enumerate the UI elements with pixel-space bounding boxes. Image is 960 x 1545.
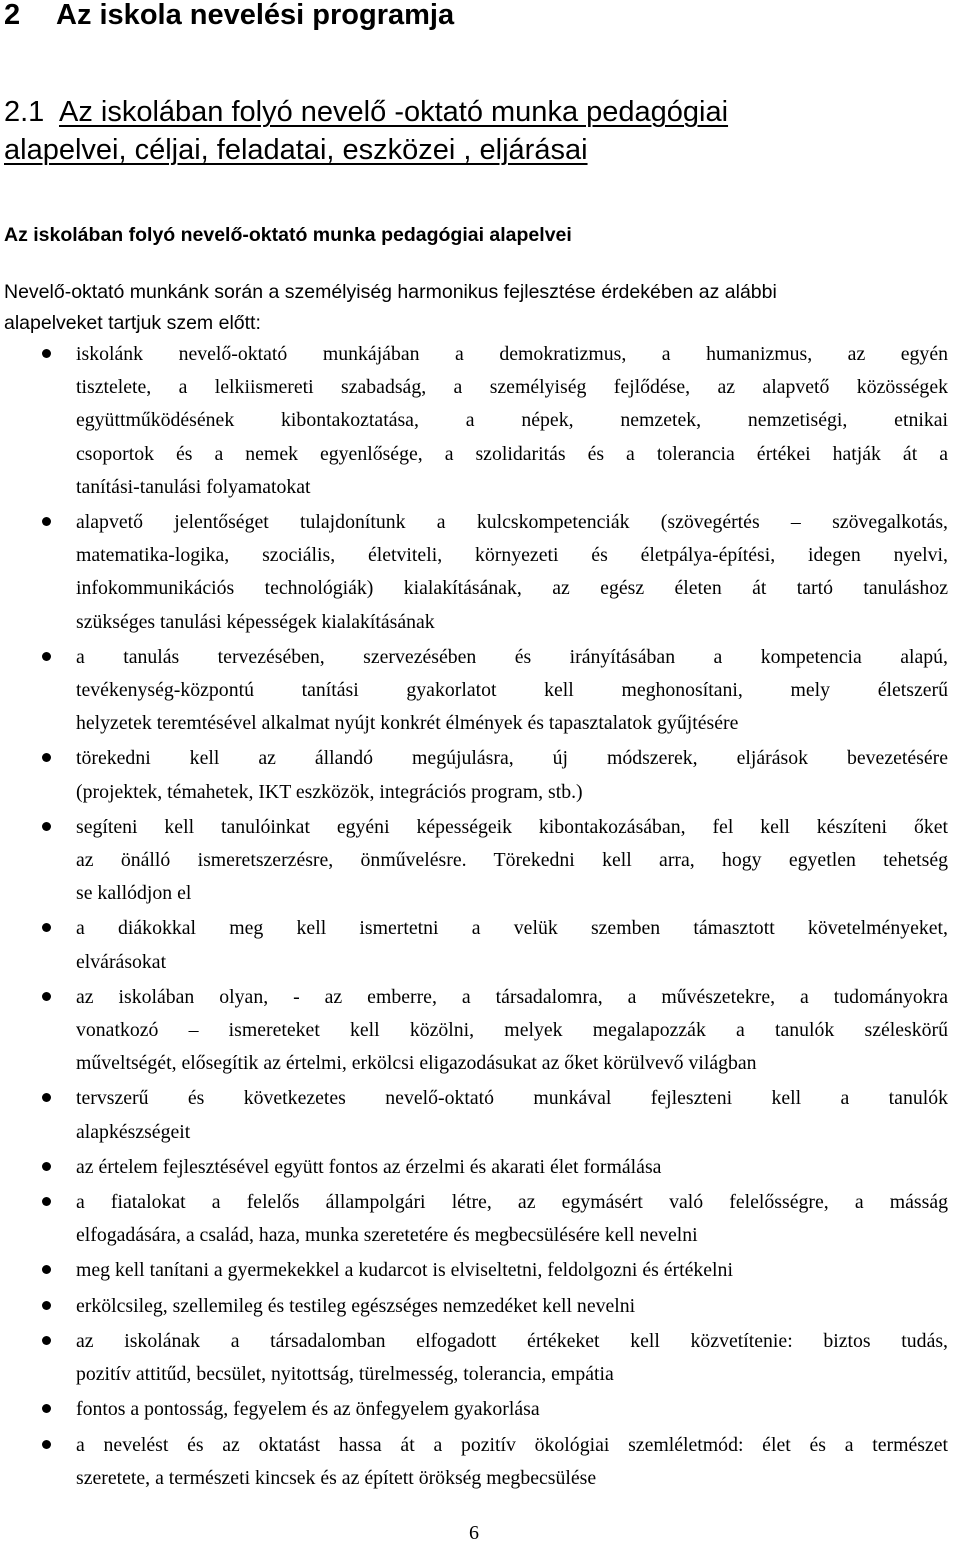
list-item (0, 912, 960, 978)
list-item-line: segíteni kell tanulóinkat egyéni képességeik kibontakozásában, fel kell készíteni őket (76, 815, 948, 838)
list-item-line: tanítási-tanulási folyamatokat (76, 475, 311, 498)
list-item-line: törekedni kell az állandó megújulásra, új módszerek, eljárások bevezetésére (76, 747, 948, 770)
section-heading-line-2 (4, 131, 944, 169)
list-item (0, 1325, 960, 1391)
list-item (0, 1082, 960, 1148)
intro-paragraph (4, 277, 944, 338)
list-item-line: fontos a pontosság, fegyelem és az önfegyelem gyakorlása (76, 1398, 540, 1421)
list-item-line: az önálló ismeretszerzésre, önművelésre. Törekedni kell arra, hogy egyetlen tehetség (76, 849, 948, 872)
list-item (0, 506, 960, 639)
list-item-line: az iskolának a társadalomban elfogadott értékeket kell közvetítenie: biztos tudás, (76, 1329, 948, 1352)
list-item-line: (projektek, témahetek, IKT eszközök, integrációs program, stb.) (76, 780, 583, 803)
bullet-icon (42, 992, 51, 1001)
list-item-line: elfogadására, a család, haza, munka szeretetére és megbecsülésére kell nevelni (76, 1224, 698, 1247)
list-item-line: vonatkozó – ismereteket kell közölni, melyek megalapozzák a tanulók széleskörű (76, 1019, 948, 1042)
bullet-icon (42, 349, 51, 358)
bullet-icon (42, 1404, 51, 1413)
list-item-line: szükséges tanulási képességek kialakításának (76, 610, 435, 633)
principles-list (0, 338, 960, 1497)
list-item (0, 1254, 960, 1287)
page-number: 6 (469, 1522, 479, 1544)
list-item-line: együttműködésének kibontakoztatása, a népek, nemzetek, nemzetiségi, etnikai (76, 409, 948, 432)
list-item-line: meg kell tanítani a gyermekekkel a kudarcot is elviseltetni, feldolgozni és értékelni (76, 1259, 733, 1282)
list-item (0, 981, 960, 1081)
list-item-line: tisztelete, a lelkiismereti szabadság, a személyiség fejlődése, az alapvető közösségek (76, 376, 948, 399)
list-item-line: tervszerű és következetes nevelő-oktató munkával fejleszteni kell a tanulók (76, 1087, 948, 1110)
list-item-line: a nevelést és az oktatást hassa át a pozitív ökológiai szemléletmód: élet és a természet (76, 1433, 948, 1456)
bullet-icon (42, 1197, 51, 1206)
list-item-line: se kallódjon el (76, 882, 192, 905)
bullet-icon (42, 1265, 51, 1274)
list-item-line: tevékenység-központú tanítási gyakorlatot kell meghonosítani, mely életszerű (76, 679, 948, 702)
list-item (0, 641, 960, 741)
bullet-icon (42, 1336, 51, 1345)
section-heading (4, 93, 944, 169)
list-item-line: szeretete, a természeti kincsek és az épített örökség megbecsülése (76, 1466, 597, 1489)
section-title-line-2: alapelvei, céljai, feladatai, eszközei , eljárásai (4, 134, 588, 166)
list-item (0, 1151, 960, 1184)
intro-line: Nevelő-oktató munkánk során a személyiség harmonikus fejlesztése érdekében az alábbi (4, 281, 777, 303)
bullet-icon (42, 923, 51, 932)
list-item-line: iskolánk nevelő-oktató munkájában a demokratizmus, a humanizmus, az egyén (76, 343, 948, 365)
list-item-line: a fiatalokat a felelős állampolgári létre, az egymásért való felelősségre, a másság (76, 1191, 948, 1214)
list-item-line: csoportok és a nemek egyenlősége, a szolidaritás és a tolerancia értékei hatják át a (76, 442, 948, 465)
bullet-icon (42, 1162, 51, 1171)
list-item (0, 742, 960, 808)
list-item-line: az értelem fejlesztésével együtt fontos az érzelmi és akarati élet formálása (76, 1155, 662, 1178)
intro-line: alapelveket tartjuk szem előtt: (4, 311, 261, 334)
list-item-line: pozitív attitűd, becsület, nyitottság, türelmesség, tolerancia, empátia (76, 1363, 614, 1386)
list-item-line: infokommunikációs technológiák) kialakításának, az egész életen át tartó tanuláshoz (76, 577, 948, 600)
list-item (0, 1290, 960, 1323)
section-title-line-1: Az iskolában folyó nevelő -oktató munka pedagógiai (59, 96, 729, 128)
bullet-icon (42, 822, 51, 831)
bullet-icon (42, 1440, 51, 1449)
bullet-icon (42, 1301, 51, 1310)
bullet-icon (42, 517, 51, 526)
list-item (0, 1429, 960, 1495)
list-item-line: műveltségét, elősegítik az értelmi, erkölcsi eligazodásukat az őket körülvevő világban (76, 1052, 757, 1075)
list-item-line: matematika-logika, szociális, életviteli, környezeti és életpálya-építési, idegen nyelvi, (76, 544, 948, 567)
list-item (0, 811, 960, 911)
bullet-icon (42, 753, 51, 762)
bullet-icon (42, 652, 51, 661)
list-item (0, 1393, 960, 1426)
chapter-title: Az iskola nevelési programja (56, 0, 455, 31)
list-item (0, 1186, 960, 1252)
list-item-line: a diákokkal meg kell ismertetni a velük szemben támasztott követelményeket, (76, 917, 948, 940)
chapter-number: 2 (4, 0, 21, 31)
list-item-line: alapkészségeit (76, 1120, 191, 1143)
list-item (0, 338, 960, 504)
list-item-line: elvárásokat (76, 950, 167, 973)
list-item-line: a tanulás tervezésében, szervezésében és irányításában a kompetencia alapú, (76, 645, 948, 668)
chapter-heading (4, 0, 454, 32)
subsection-heading: Az iskolában folyó nevelő-oktató munka pedagógiai alapelvei (4, 224, 572, 246)
bullet-icon (42, 1093, 51, 1102)
list-item-line: helyzetek teremtésével alkalmat nyújt konkrét élmények és tapasztalatok gyűjtésére (76, 712, 739, 735)
list-item-line: alapvető jelentőséget tulajdonítunk a kulcskompetenciák (szövegértés – szövegalkotás, (76, 511, 948, 534)
list-item-line: erkölcsileg, szellemileg és testileg egészséges nemzedéket kell nevelni (76, 1294, 636, 1317)
list-item-line: az iskolában olyan, - az emberre, a társadalomra, a művészetekre, a tudományokra (76, 985, 948, 1008)
section-heading-line-1 (4, 93, 944, 131)
section-number: 2.1 (4, 96, 45, 128)
